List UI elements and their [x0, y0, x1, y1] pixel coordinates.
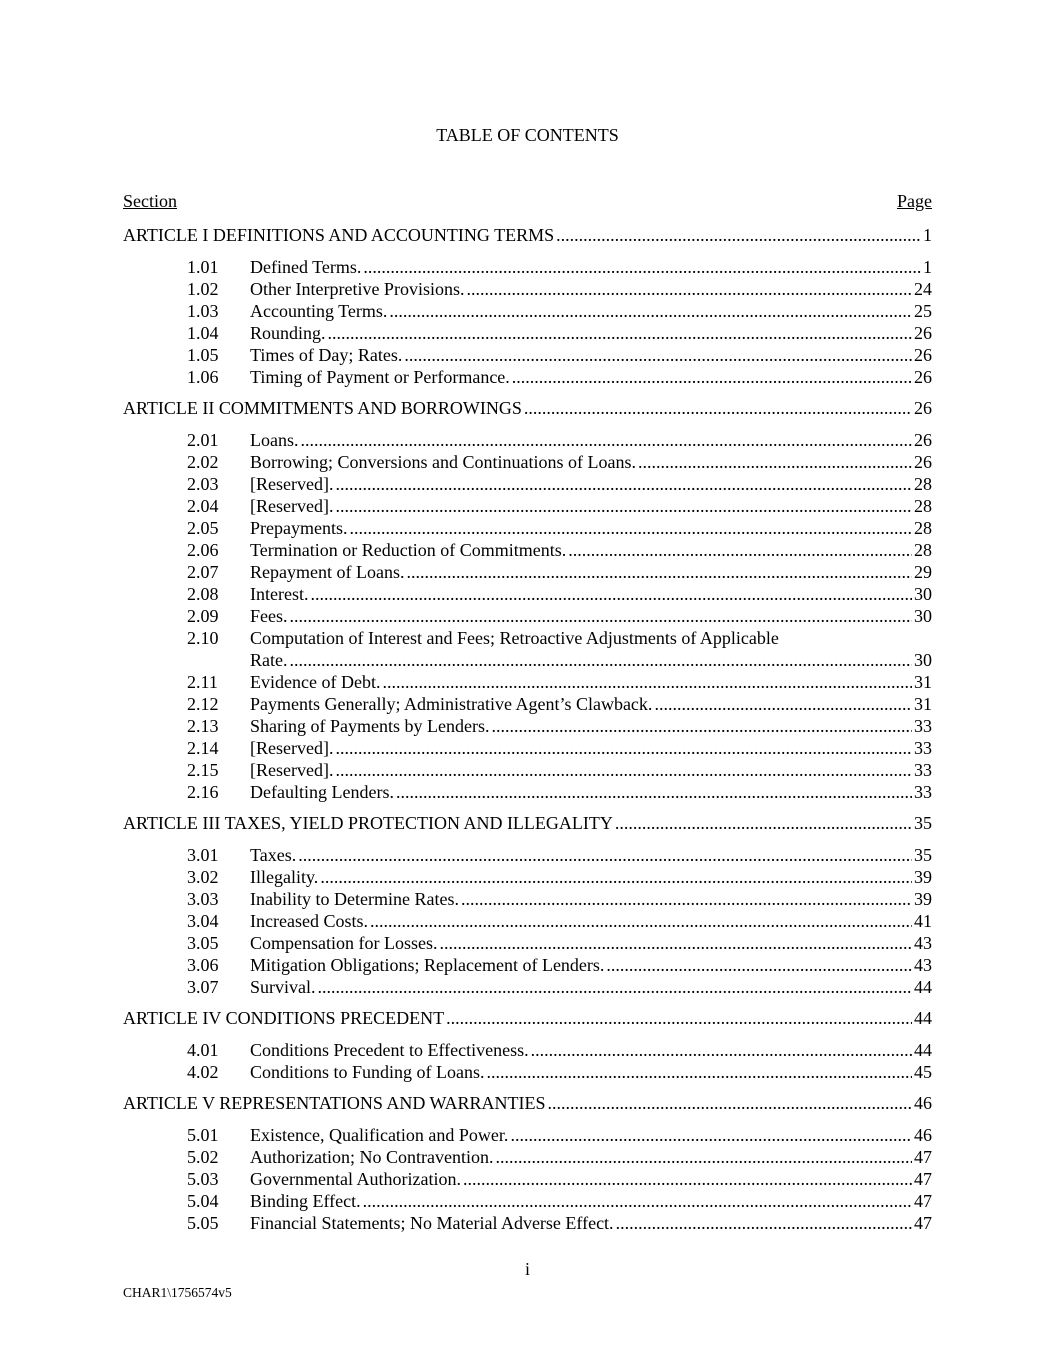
section-number: 2.09: [187, 606, 219, 626]
section-number: 3.04: [187, 911, 219, 931]
footer-page-number: i: [524, 1259, 530, 1279]
page-number: 29: [914, 562, 932, 582]
toc-section-row: [123, 715, 932, 737]
section-title: [Reserved].: [250, 496, 334, 516]
page-number: 26: [914, 367, 932, 387]
article-heading: ARTICLE IV CONDITIONS PRECEDENT: [123, 1008, 445, 1028]
toc-section-row: [123, 366, 932, 388]
toc-section-row: [123, 473, 932, 495]
toc-section-row: [123, 495, 932, 517]
toc-section-row: [123, 888, 932, 910]
toc-section-row: [123, 759, 932, 781]
section-title: Conditions to Funding of Loans.: [250, 1062, 485, 1082]
section-number: 4.01: [187, 1040, 219, 1060]
section-number: 1.05: [187, 345, 219, 365]
page-number: 33: [914, 782, 932, 802]
section-title: Defaulting Lenders.: [250, 782, 394, 802]
section-title: Binding Effect.: [250, 1191, 361, 1211]
page-number: 43: [914, 933, 932, 953]
section-number: 5.03: [187, 1169, 219, 1189]
toc-section-row: [123, 1212, 932, 1234]
toc-section-row: [123, 932, 932, 954]
section-number: 2.10: [187, 628, 219, 648]
dot-leader: [616, 1212, 912, 1234]
page-number: 28: [914, 496, 932, 516]
dot-leader: [298, 844, 912, 866]
toc-section-row: [123, 954, 932, 976]
page-number: 31: [914, 694, 932, 714]
toc-section-row: [123, 781, 932, 803]
dot-leader: [349, 517, 912, 539]
dot-leader: [568, 539, 912, 561]
toc-section-row: [123, 322, 932, 344]
toc-content: [123, 124, 932, 1234]
toc-section-row: [123, 1124, 932, 1146]
page-number: 33: [914, 738, 932, 758]
dot-leader: [320, 866, 912, 888]
toc-section-row: [123, 256, 932, 278]
section-title: Other Interpretive Provisions.: [250, 279, 465, 299]
page-column-label: Page: [897, 191, 932, 211]
page-number: 1: [923, 257, 932, 277]
section-title: Authorization; No Contravention.: [250, 1147, 494, 1167]
page-number: 43: [914, 955, 932, 975]
toc-section-row: [123, 300, 932, 322]
dot-leader: [404, 344, 912, 366]
article-heading: ARTICLE V REPRESENTATIONS AND WARRANTIES: [123, 1093, 546, 1113]
dot-leader: [461, 888, 912, 910]
toc-section-row: [123, 737, 932, 759]
page-number: 28: [914, 474, 932, 494]
section-title: Conditions Precedent to Effectiveness.: [250, 1040, 529, 1060]
section-number: 2.06: [187, 540, 219, 560]
toc-section-row: [123, 344, 932, 366]
section-number: 5.04: [187, 1191, 219, 1211]
dot-leader: [335, 759, 912, 781]
section-title: Taxes.: [250, 845, 297, 865]
section-number: 3.02: [187, 867, 219, 887]
toc-article-row: [123, 397, 932, 419]
page-number: 33: [914, 716, 932, 736]
section-number: 2.15: [187, 760, 219, 780]
dot-leader: [654, 693, 912, 715]
section-number: 2.12: [187, 694, 219, 714]
dot-leader: [487, 1061, 912, 1083]
page-number: 26: [914, 452, 932, 472]
section-number: 2.08: [187, 584, 219, 604]
section-title: Defined Terms.: [250, 257, 362, 277]
page-number: 31: [914, 672, 932, 692]
toc-section-row: [123, 844, 932, 866]
section-number: 4.02: [187, 1062, 219, 1082]
page-number: 44: [914, 1008, 932, 1028]
toc-section-row: [123, 671, 932, 693]
page-number: 26: [914, 345, 932, 365]
section-number: 2.04: [187, 496, 219, 516]
dot-leader: [556, 224, 921, 246]
section-number: 3.01: [187, 845, 219, 865]
dot-leader: [524, 397, 912, 419]
toc-section-row: [123, 1146, 932, 1168]
toc-list: [123, 224, 932, 1234]
section-number: 2.07: [187, 562, 219, 582]
section-title: Repayment of Loans.: [250, 562, 405, 582]
dot-leader: [466, 278, 912, 300]
section-title: Survival.: [250, 977, 316, 997]
dot-leader: [318, 976, 913, 998]
toc-section-row: [123, 1190, 932, 1212]
page-number: 35: [914, 813, 932, 833]
toc-section-row: [123, 627, 932, 649]
page-number: 35: [914, 845, 932, 865]
page-number: 28: [914, 540, 932, 560]
section-title: Interest.: [250, 584, 309, 604]
page-number: 47: [914, 1147, 932, 1167]
dot-leader: [290, 605, 913, 627]
dot-leader: [335, 737, 912, 759]
dot-leader: [548, 1092, 912, 1114]
dot-leader: [463, 1168, 912, 1190]
section-title: Times of Day; Rates.: [250, 345, 403, 365]
section-number: 2.05: [187, 518, 219, 538]
page-number: 47: [914, 1191, 932, 1211]
section-title: Timing of Payment or Performance.: [250, 367, 510, 387]
dot-leader: [363, 1190, 912, 1212]
section-title-continuation: Rate.: [250, 650, 288, 670]
toc-article-row: [123, 1092, 932, 1114]
section-title: Fees.: [250, 606, 288, 626]
dot-leader: [370, 910, 912, 932]
section-number: 2.02: [187, 452, 219, 472]
section-title: Mitigation Obligations; Replacement of Lenders.: [250, 955, 605, 975]
section-number: 2.01: [187, 430, 219, 450]
toc-section-row: [123, 866, 932, 888]
section-title: [Reserved].: [250, 760, 334, 780]
toc-section-continuation-row: [123, 649, 932, 671]
toc-section-row: [123, 517, 932, 539]
section-title: Illegality.: [250, 867, 319, 887]
section-title: Accounting Terms.: [250, 301, 388, 321]
section-title: Borrowing; Conversions and Continuations of Loans.: [250, 452, 636, 472]
toc-section-row: [123, 1039, 932, 1061]
section-number: 3.05: [187, 933, 219, 953]
section-title: Governmental Authorization.: [250, 1169, 461, 1189]
page-number: 1: [923, 225, 932, 245]
dot-leader: [512, 366, 912, 388]
page-number: 28: [914, 518, 932, 538]
page-number: 30: [914, 650, 932, 670]
page-number: 24: [914, 279, 932, 299]
page-number: 30: [914, 606, 932, 626]
section-title: Loans.: [250, 430, 299, 450]
dot-leader: [389, 300, 912, 322]
dot-leader: [290, 649, 913, 671]
toc-section-row: [123, 429, 932, 451]
footer-document-id: CHAR1\1756574v5: [123, 1285, 232, 1300]
dot-leader: [335, 495, 912, 517]
dot-leader: [335, 473, 912, 495]
toc-article-row: [123, 1007, 932, 1029]
toc-section-row: [123, 539, 932, 561]
section-title: Sharing of Payments by Lenders.: [250, 716, 490, 736]
dot-leader: [406, 561, 912, 583]
dot-leader: [446, 1007, 912, 1029]
dot-leader: [439, 932, 912, 954]
dot-leader: [606, 954, 912, 976]
section-number: 5.05: [187, 1213, 219, 1233]
section-title: Increased Costs.: [250, 911, 368, 931]
page-number: 41: [914, 911, 932, 931]
toc-section-row: [123, 583, 932, 605]
dot-leader: [510, 1124, 912, 1146]
page-title: TABLE OF CONTENTS: [436, 125, 619, 145]
section-number: 3.06: [187, 955, 219, 975]
page-number: 47: [914, 1169, 932, 1189]
section-number: 1.06: [187, 367, 219, 387]
section-title: [Reserved].: [250, 738, 334, 758]
section-number: 2.13: [187, 716, 219, 736]
article-heading: ARTICLE III TAXES, YIELD PROTECTION AND ILLEGALITY: [123, 813, 613, 833]
page-number: 33: [914, 760, 932, 780]
page-number: 25: [914, 301, 932, 321]
page-number: 46: [914, 1125, 932, 1145]
article-heading: ARTICLE II COMMITMENTS AND BORROWINGS: [123, 398, 522, 418]
toc-section-row: [123, 693, 932, 715]
page-number: 30: [914, 584, 932, 604]
dot-leader: [491, 715, 912, 737]
dot-leader: [363, 256, 921, 278]
page-number: 39: [914, 867, 932, 887]
section-title: Computation of Interest and Fees; Retroactive Adjustments of Applicable: [250, 628, 779, 648]
section-number: 2.03: [187, 474, 219, 494]
section-title: Payments Generally; Administrative Agent’s Clawback.: [250, 694, 653, 714]
section-number: 3.07: [187, 977, 219, 997]
section-number: 2.16: [187, 782, 219, 802]
page-number: 26: [914, 430, 932, 450]
page-number: 45: [914, 1062, 932, 1082]
article-heading: ARTICLE I DEFINITIONS AND ACCOUNTING TERMS: [123, 225, 555, 245]
section-title: Inability to Determine Rates.: [250, 889, 459, 909]
section-number: 5.01: [187, 1125, 219, 1145]
toc-article-row: [123, 224, 932, 246]
page-number: 44: [914, 977, 932, 997]
page-number: 46: [914, 1093, 932, 1113]
dot-leader: [310, 583, 912, 605]
dot-leader: [615, 812, 912, 834]
toc-section-row: [123, 605, 932, 627]
toc-column-headers: [123, 190, 932, 212]
section-column-label: Section: [123, 191, 177, 211]
dot-leader: [301, 429, 913, 451]
dot-leader: [495, 1146, 912, 1168]
section-number: 2.14: [187, 738, 219, 758]
page-number: 44: [914, 1040, 932, 1060]
dot-leader: [638, 451, 912, 473]
section-number: 1.02: [187, 279, 219, 299]
toc-section-row: [123, 1061, 932, 1083]
toc-section-row: [123, 910, 932, 932]
toc-section-row: [123, 1168, 932, 1190]
section-title: Evidence of Debt.: [250, 672, 381, 692]
section-title: Prepayments.: [250, 518, 348, 538]
toc-section-row: [123, 561, 932, 583]
dot-leader: [382, 671, 912, 693]
section-title: Termination or Reduction of Commitments.: [250, 540, 567, 560]
section-number: 1.04: [187, 323, 219, 343]
section-title: Existence, Qualification and Power.: [250, 1125, 509, 1145]
toc-section-row: [123, 976, 932, 998]
toc-section-row: [123, 451, 932, 473]
page-number: 26: [914, 323, 932, 343]
section-title: [Reserved].: [250, 474, 334, 494]
section-number: 2.11: [187, 672, 218, 692]
dot-leader: [396, 781, 912, 803]
section-number: 3.03: [187, 889, 219, 909]
page-number: 26: [914, 398, 932, 418]
section-title: Rounding.: [250, 323, 326, 343]
section-title: Financial Statements; No Material Adverse Effect.: [250, 1213, 614, 1233]
toc-section-row: [123, 278, 932, 300]
page-number: 39: [914, 889, 932, 909]
section-title: Compensation for Losses.: [250, 933, 438, 953]
toc-article-row: [123, 812, 932, 834]
page-number: 47: [914, 1213, 932, 1233]
dot-leader: [531, 1039, 912, 1061]
section-number: 1.03: [187, 301, 219, 321]
section-number: 5.02: [187, 1147, 219, 1167]
dot-leader: [328, 322, 912, 344]
section-number: 1.01: [187, 257, 219, 277]
